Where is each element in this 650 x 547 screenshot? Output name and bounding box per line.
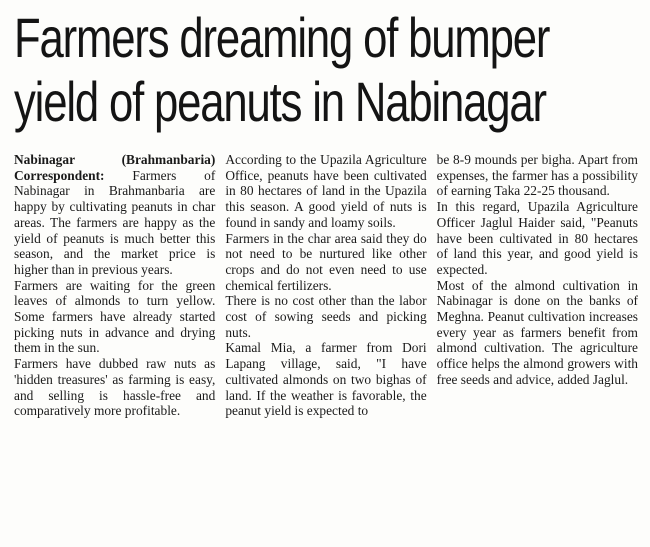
article-column-2 [225,152,426,419]
paragraph: According to the Upazila Agriculture Office, peanuts have been cultivated in 80 hectares of land in the Upazila this season. A good yield of nuts is found in sandy and loamy soils. [225,152,427,230]
paragraph-text: Farmers of Nabinagar in Brahmanbaria are happy by cultivating peanuts in char areas. The farmers are happy as the yield of peanuts is much better this season, and the market price is higher than in previous years. [14,167,216,277]
article-column-3 [437,152,638,419]
paragraph: Most of the almond cultivation in Nabinagar is done on the banks of Meghna. Peanut cultivation increases every year as farmers benefit from almond cultivation. The agriculture office helps the almond growers with free seeds and advice, added Jaglul. [436,277,638,387]
paragraph: Farmers are waiting for the green leaves of almonds to turn yellow. Some farmers have already started picking nuts in advance and drying them in the sun. [14,277,216,356]
paragraph: There is no cost other than the labor cost of sowing seeds and picking nuts. [225,293,427,340]
headline-line-1: Farmers dreaming of bumper [14,6,550,69]
paragraph: be 8-9 mounds per bigha. Apart from expenses, the farmer has a possibility of earning Taka 22-25 thousand. [436,152,638,199]
article-column-1 [14,152,215,419]
paragraph: Kamal Mia, a farmer from Dori Lapang village, said, "I have cultivated almonds on two bighas of land. If the weather is favorable, the peanut yield is expected to [225,340,427,419]
paragraph [14,152,215,278]
headline [14,6,638,134]
paragraph: Farmers have dubbed raw nuts as 'hidden treasures' as farming is easy, and selling is hassle-free and comparatively more profitable. [14,356,216,419]
paragraph: In this regard, Upazila Agriculture Officer Jaglul Haider said, "Peanuts have been cultivated in 80 hectares of land this year, and good yield is expected. [436,199,638,277]
dateline: Nabinagar (Brahmanbaria) Correspondent: [14,152,216,183]
headline-line-2: yield of peanuts in Nabinagar [14,70,546,133]
article-body [14,152,638,419]
paragraph: Farmers in the char area said they do not need to be nurtured like other crops and do not even need to use chemical fertilizers. [225,230,427,293]
